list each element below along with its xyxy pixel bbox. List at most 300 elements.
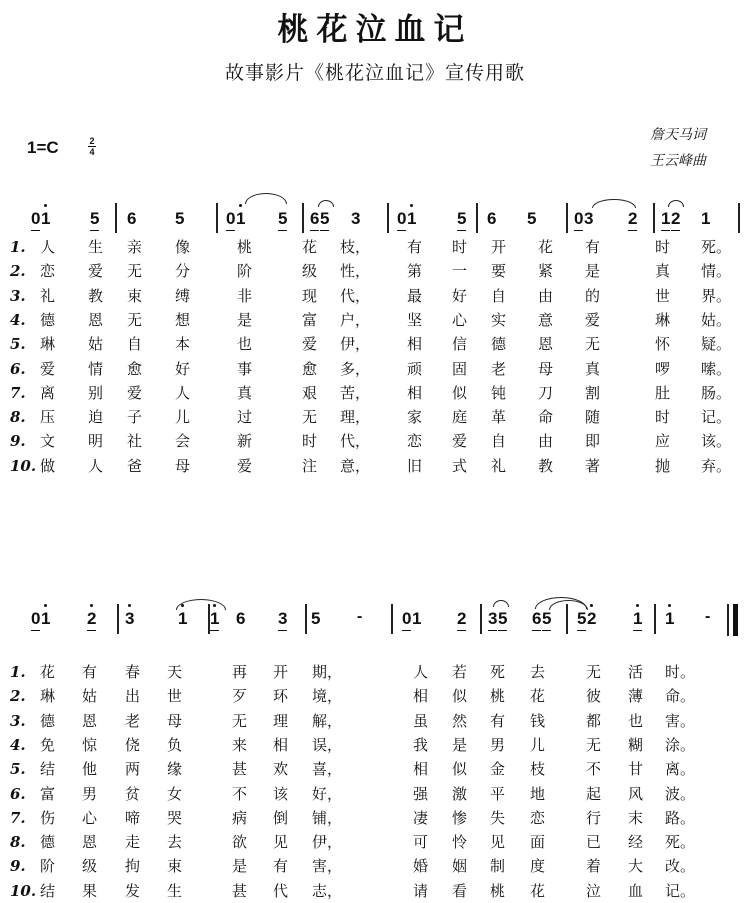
lyric-syllable: 再 xyxy=(232,663,248,681)
octave-dot xyxy=(44,604,47,607)
lyric-syllable: 喜， xyxy=(312,760,343,779)
lyric-syllable: 自 xyxy=(491,286,507,305)
slur-arc xyxy=(493,600,509,607)
verse-number: 2. xyxy=(10,687,26,706)
lyric-syllable: 两 xyxy=(125,760,141,779)
lyric-syllable: 由 xyxy=(538,432,554,451)
jianpu-note xyxy=(226,209,235,231)
lyric-syllable: 姑 xyxy=(88,335,104,354)
lyric-syllable: 桃 xyxy=(237,238,253,256)
lyric-syllable: 解， xyxy=(312,711,343,730)
note-digit: 1 xyxy=(210,609,219,631)
lyric-syllable: 大 xyxy=(628,857,644,876)
lyric-syllable: 姑。 xyxy=(701,310,732,329)
lyric-syllable: 去 xyxy=(530,663,546,681)
jianpu-note xyxy=(210,609,219,631)
jianpu-note xyxy=(701,209,710,229)
lyric-syllable: 人 xyxy=(88,456,104,475)
jianpu-note xyxy=(665,609,674,629)
octave-dot xyxy=(636,604,639,607)
lyric-syllable: 想 xyxy=(175,310,191,329)
lyric-syllable: 免 xyxy=(40,735,56,754)
jianpu-note xyxy=(351,209,360,229)
lyric-syllable: 世 xyxy=(655,286,671,305)
barline xyxy=(476,203,478,233)
barline xyxy=(653,203,655,233)
tie-arc xyxy=(245,193,287,204)
jianpu-note xyxy=(178,609,187,629)
jianpu-note xyxy=(532,609,541,631)
lyric-syllable: 怜 xyxy=(452,833,468,852)
lyric-syllable: 人 xyxy=(175,383,191,402)
verse-number: 6. xyxy=(10,784,26,803)
lyric-syllable: 著 xyxy=(585,456,601,475)
lyric-syllable: 怀 xyxy=(655,335,671,354)
lyric-syllable: 相 xyxy=(413,687,429,706)
lyric-syllable: 教 xyxy=(538,456,554,475)
note-digit: 2 xyxy=(628,209,637,231)
lyric-syllable: 伊， xyxy=(312,833,343,852)
lyric-syllable: 起 xyxy=(586,784,602,803)
lyric-syllable: 压 xyxy=(40,408,56,427)
lyric-syllable: 人 xyxy=(40,238,56,256)
lyric-syllable: 紧 xyxy=(538,262,554,281)
lyric-syllable: 害， xyxy=(312,857,343,876)
lyric-syllable: 心 xyxy=(452,310,468,329)
note-digit: 1 xyxy=(41,209,50,229)
note-digit: 0 xyxy=(574,209,583,231)
lyric-syllable: 愈 xyxy=(302,359,318,378)
lyric-syllable: 老 xyxy=(125,711,141,730)
jianpu-note xyxy=(498,609,507,631)
lyric-syllable: 路。 xyxy=(665,808,696,827)
verse-number: 10. xyxy=(10,456,37,475)
lyric-syllable: 请 xyxy=(413,881,429,900)
verse-number: 9. xyxy=(10,857,26,876)
lyric-syllable: 婚 xyxy=(413,857,429,876)
jianpu-note xyxy=(661,209,670,231)
jianpu-note xyxy=(310,209,319,231)
lyric-syllable: 爱 xyxy=(237,456,253,475)
lyric-syllable: 啰 xyxy=(655,359,671,378)
note-digit: 1 xyxy=(236,209,245,229)
note-digit: 5 xyxy=(278,209,287,231)
lyric-syllable: 儿 xyxy=(530,735,546,754)
note-digit: 5 xyxy=(527,209,537,228)
time-signature-top: 2 xyxy=(89,136,95,146)
lyric-syllable: 歹 xyxy=(232,687,248,706)
jianpu-note xyxy=(397,209,406,231)
lyric-syllable: 面 xyxy=(530,833,546,852)
lyric-syllable: 理， xyxy=(340,408,371,427)
slur-arc xyxy=(318,200,334,207)
lyric-syllable: 缘 xyxy=(167,760,183,779)
lyric-syllable: 桃 xyxy=(490,687,506,706)
note-digit: 3 xyxy=(488,609,497,631)
lyric-syllable: 自 xyxy=(127,335,143,354)
jianpu-note xyxy=(633,609,642,631)
lyric-syllable: 结 xyxy=(40,881,56,900)
tie-arc xyxy=(592,199,636,208)
lyric-syllable: 死 xyxy=(490,663,506,681)
lyric-syllable: 记。 xyxy=(665,881,696,900)
lyric-syllable: 开 xyxy=(491,238,507,256)
lyric-syllable: 相 xyxy=(413,760,429,779)
lyric-syllable: 真 xyxy=(585,359,601,378)
lyric-syllable: 人 xyxy=(413,663,429,681)
lyric-syllable: 母 xyxy=(175,456,191,475)
lyric-syllable: 血 xyxy=(628,881,644,900)
lyric-syllable: 顽 xyxy=(407,359,423,378)
lyric-syllable: 风 xyxy=(628,784,644,803)
verse-number: 5. xyxy=(10,335,26,354)
jianpu-note xyxy=(41,209,50,229)
lyric-syllable: 啼 xyxy=(125,808,141,827)
lyric-syllable: 旧 xyxy=(407,456,423,475)
note-digit: 1 xyxy=(701,209,711,228)
lyric-syllable: 有 xyxy=(82,663,98,681)
lyric-syllable: 死。 xyxy=(665,833,696,852)
lyric-syllable: 无 xyxy=(302,408,318,427)
lyric-syllable: 固 xyxy=(452,359,468,378)
lyric-syllable: 走 xyxy=(125,833,141,852)
lyric-syllable: 坚 xyxy=(407,310,423,329)
octave-dot xyxy=(128,604,131,607)
lyric-syllable: 惊 xyxy=(82,735,98,754)
lyric-syllable: 庭 xyxy=(452,408,468,427)
lyric-syllable: 苦， xyxy=(340,383,371,402)
lyric-syllable: 情。 xyxy=(701,262,732,281)
jianpu-note xyxy=(311,609,320,629)
barline xyxy=(654,604,656,634)
lyric-syllable: 是 xyxy=(232,857,248,876)
lyric-syllable: 过 xyxy=(237,408,253,427)
lyric-syllable: 多， xyxy=(340,359,371,378)
note-digit: 5 xyxy=(457,209,466,231)
lyric-syllable: 甘 xyxy=(628,760,644,779)
note-digit: 6 xyxy=(127,209,137,228)
lyric-syllable: 最 xyxy=(407,286,423,305)
lyric-syllable: 女 xyxy=(167,784,183,803)
lyric-syllable: 由 xyxy=(538,286,554,305)
octave-dot xyxy=(590,604,593,607)
jianpu-note xyxy=(457,609,466,631)
lyric-syllable: 随 xyxy=(585,408,601,427)
lyric-syllable: 代， xyxy=(340,286,371,305)
lyric-syllable: 病 xyxy=(232,808,248,827)
lyric-syllable: 惨 xyxy=(452,808,468,827)
jianpu-note xyxy=(278,609,287,631)
octave-dot xyxy=(239,204,242,207)
lyric-syllable: 做 xyxy=(40,456,56,475)
final-barline xyxy=(733,604,738,636)
lyric-syllable: 改。 xyxy=(665,857,696,876)
jianpu-note xyxy=(488,609,497,631)
lyric-syllable: 刀 xyxy=(538,383,554,402)
note-digit: 3 xyxy=(125,609,134,629)
jianpu-note xyxy=(412,609,421,629)
jianpu-note xyxy=(236,609,245,629)
note-digit: 0 xyxy=(402,609,411,631)
lyric-syllable: 钱 xyxy=(530,711,546,730)
note-digit: 2 xyxy=(457,609,466,631)
lyric-syllable: 生 xyxy=(88,238,104,256)
note-digit: 0 xyxy=(226,209,235,231)
verse-number: 10. xyxy=(10,881,37,900)
note-digit: 1 xyxy=(633,609,642,631)
lyric-syllable: 好， xyxy=(312,784,343,803)
lyric-syllable: 代 xyxy=(273,881,289,900)
time-signature xyxy=(88,136,96,157)
lyric-syllable: 彼 xyxy=(586,687,602,706)
lyric-syllable: 界。 xyxy=(701,286,732,305)
time-signature-bottom: 4 xyxy=(89,147,95,157)
lyric-syllable: 无 xyxy=(586,735,602,754)
lyric-syllable: 革 xyxy=(491,408,507,427)
lyric-syllable: 平 xyxy=(490,784,506,803)
verse-number: 8. xyxy=(10,408,26,427)
barline xyxy=(115,203,117,233)
lyric-syllable: 发 xyxy=(125,881,141,900)
lyric-syllable: 嗦。 xyxy=(701,359,732,378)
lyric-syllable: 代， xyxy=(340,432,371,451)
jianpu-note xyxy=(587,609,596,629)
lyric-syllable: 爱 xyxy=(585,310,601,329)
lyric-syllable: 会 xyxy=(175,432,191,451)
lyric-syllable: 花 xyxy=(40,663,56,681)
lyric-syllable: 出 xyxy=(125,687,141,706)
lyric-syllable: 哭 xyxy=(167,808,183,827)
lyric-syllable: 枝， xyxy=(340,238,371,256)
sustain-dash: - xyxy=(705,608,711,625)
lyric-syllable: 好 xyxy=(452,286,468,305)
lyric-syllable: 志， xyxy=(312,881,343,900)
lyric-syllable: 伊， xyxy=(340,335,371,354)
lyric-syllable: 注 xyxy=(302,456,318,475)
jianpu-note xyxy=(278,209,287,231)
lyric-syllable: 强 xyxy=(413,784,429,803)
lyric-syllable: 分 xyxy=(175,262,191,281)
lyric-syllable: 德 xyxy=(40,310,56,329)
jianpu-note xyxy=(577,609,586,631)
note-digit: 0 xyxy=(31,209,40,231)
lyric-syllable: 有 xyxy=(490,711,506,730)
lyric-syllable: 肠。 xyxy=(701,383,732,402)
lyric-syllable: 明 xyxy=(88,432,104,451)
lyric-syllable: 缚 xyxy=(175,286,191,305)
lyric-syllable: 恩 xyxy=(88,310,104,329)
lyric-syllable: 男 xyxy=(82,784,98,803)
note-digit: 6 xyxy=(236,609,246,628)
note-digit: 5 xyxy=(542,609,551,631)
jianpu-note xyxy=(574,209,583,231)
note-digit: 2 xyxy=(87,609,96,631)
lyric-syllable: 若 xyxy=(452,663,468,681)
note-digit: 1 xyxy=(661,209,670,231)
lyric-syllable: 度 xyxy=(530,857,546,876)
lyric-syllable: 儿 xyxy=(175,408,191,427)
lyric-syllable: 富 xyxy=(302,310,318,329)
lyric-syllable: 命。 xyxy=(665,687,696,706)
lyric-syllable: 无 xyxy=(232,711,248,730)
lyric-syllable: 看 xyxy=(452,881,468,900)
lyric-syllable: 该。 xyxy=(701,432,732,451)
lyric-syllable: 男 xyxy=(490,735,506,754)
lyric-syllable: 阶 xyxy=(237,262,253,281)
lyric-syllable: 离 xyxy=(40,383,56,402)
octave-dot xyxy=(44,204,47,207)
lyric-syllable: 去 xyxy=(167,833,183,852)
lyric-syllable: 姻 xyxy=(452,857,468,876)
lyric-syllable: 事 xyxy=(237,359,253,378)
lyric-syllable: 似 xyxy=(452,687,468,706)
barline xyxy=(480,604,482,634)
lyric-syllable: 铺， xyxy=(312,808,343,827)
lyric-syllable: 礼 xyxy=(491,456,507,475)
lyric-syllable: 现 xyxy=(302,286,318,305)
lyric-syllable: 爱 xyxy=(452,432,468,451)
jianpu-note xyxy=(402,609,411,631)
jianpu-note xyxy=(457,209,466,231)
lyric-syllable: 开 xyxy=(273,663,289,681)
note-digit: 6 xyxy=(532,609,541,631)
lyric-syllable: 伤 xyxy=(40,808,56,827)
jianpu-note xyxy=(584,209,593,229)
lyric-syllable: 信 xyxy=(452,335,468,354)
verse-number: 4. xyxy=(10,735,26,754)
lyric-syllable: 相 xyxy=(407,335,423,354)
lyric-syllable: 见 xyxy=(490,833,506,852)
lyric-syllable: 德 xyxy=(40,833,56,852)
lyric-syllable: 花 xyxy=(538,238,554,256)
lyric-syllable: 要 xyxy=(491,262,507,281)
lyric-syllable: 肚 xyxy=(655,383,671,402)
lyric-syllable: 天 xyxy=(167,663,183,681)
note-digit: 1 xyxy=(407,209,416,229)
jianpu-note xyxy=(175,209,184,229)
lyric-syllable: 无 xyxy=(586,663,602,681)
lyric-syllable: 家 xyxy=(407,408,423,427)
lyric-syllable: 活 xyxy=(628,663,644,681)
lyric-syllable: 愈 xyxy=(127,359,143,378)
lyric-syllable: 式 xyxy=(452,456,468,475)
lyric-syllable: 不 xyxy=(586,760,602,779)
lyric-syllable: 意， xyxy=(340,456,371,475)
lyric-syllable: 一 xyxy=(452,262,468,281)
lyric-syllable: 文 xyxy=(40,432,56,451)
lyric-syllable: 也 xyxy=(237,335,253,354)
song-subtitle: 故事影片《桃花泣血记》宣传用歌 xyxy=(224,62,525,84)
barline xyxy=(216,203,218,233)
jianpu-note xyxy=(87,609,96,631)
lyric-syllable: 割 xyxy=(585,383,601,402)
note-digit: 1 xyxy=(41,609,50,629)
lyric-syllable: 弃。 xyxy=(701,456,732,475)
barline xyxy=(566,203,568,233)
lyric-syllable: 迫 xyxy=(88,408,104,427)
lyric-syllable: 琳 xyxy=(655,310,671,329)
jianpu-note xyxy=(127,209,136,229)
lyric-syllable: 无 xyxy=(585,335,601,354)
lyric-syllable: 琳 xyxy=(40,687,56,706)
lyric-syllable: 境， xyxy=(312,687,343,706)
lyric-syllable: 恩 xyxy=(538,335,554,354)
note-digit: 0 xyxy=(31,609,40,631)
lyric-syllable: 似 xyxy=(452,383,468,402)
lyric-syllable: 级 xyxy=(302,262,318,281)
lyric-syllable: 像 xyxy=(175,238,191,256)
lyric-syllable: 自 xyxy=(491,432,507,451)
lyric-syllable: 恋 xyxy=(530,808,546,827)
lyric-syllable: 母 xyxy=(167,711,183,730)
lyric-syllable: 贫 xyxy=(125,784,141,803)
lyric-syllable: 期， xyxy=(312,663,343,681)
verse-number: 7. xyxy=(10,808,26,827)
note-digit: 5 xyxy=(498,609,507,631)
jianpu-note xyxy=(542,609,551,631)
note-digit: 1 xyxy=(412,609,422,628)
lyric-syllable: 误， xyxy=(312,735,343,754)
verse-number: 1. xyxy=(10,238,26,256)
lyric-syllable: 命 xyxy=(538,408,554,427)
octave-dot xyxy=(410,204,413,207)
lyric-syllable: 也 xyxy=(628,711,644,730)
lyric-syllable: 可 xyxy=(413,833,429,852)
lyric-syllable: 的 xyxy=(585,286,601,305)
lyric-syllable: 该 xyxy=(273,784,289,803)
lyric-syllable: 爱 xyxy=(40,359,56,378)
lyric-syllable: 地 xyxy=(530,784,546,803)
lyric-syllable: 即 xyxy=(585,432,601,451)
composer-credit: 王云峰曲 xyxy=(650,153,706,169)
lyric-syllable: 侥 xyxy=(125,735,141,754)
lyric-syllable: 着 xyxy=(586,857,602,876)
jianpu-note xyxy=(320,209,329,231)
sustain-dash: - xyxy=(357,608,363,625)
lyric-syllable: 恋 xyxy=(407,432,423,451)
lyric-syllable: 教 xyxy=(88,286,104,305)
note-digit: 0 xyxy=(397,209,406,231)
verse-number: 9. xyxy=(10,432,26,451)
lyric-syllable: 负 xyxy=(167,735,183,754)
note-digit: 5 xyxy=(311,609,321,628)
lyric-syllable: 时 xyxy=(302,432,318,451)
lyric-syllable: 真 xyxy=(237,383,253,402)
verse-number: 4. xyxy=(10,310,26,329)
lyric-syllable: 意 xyxy=(538,310,554,329)
note-digit: 5 xyxy=(320,209,329,231)
lyric-syllable: 恩 xyxy=(82,833,98,852)
note-digit: 6 xyxy=(487,209,497,228)
barline xyxy=(727,604,729,636)
lyric-syllable: 末 xyxy=(628,808,644,827)
lyric-syllable: 第 xyxy=(407,262,423,281)
lyric-syllable: 欲 xyxy=(232,833,248,852)
lyric-syllable: 甚 xyxy=(232,760,248,779)
lyric-syllable: 爱 xyxy=(127,383,143,402)
lyric-syllable: 子 xyxy=(127,408,143,427)
lyric-syllable: 礼 xyxy=(40,286,56,305)
lyric-syllable: 花 xyxy=(302,238,318,256)
note-digit: 5 xyxy=(90,209,99,231)
lyric-syllable: 爱 xyxy=(88,262,104,281)
jianpu-note xyxy=(125,609,134,629)
verse-number: 2. xyxy=(10,262,26,281)
lyric-syllable: 束 xyxy=(167,857,183,876)
lyric-syllable: 是 xyxy=(237,310,253,329)
lyric-syllable: 春 xyxy=(125,663,141,681)
lyric-syllable: 来 xyxy=(232,735,248,754)
